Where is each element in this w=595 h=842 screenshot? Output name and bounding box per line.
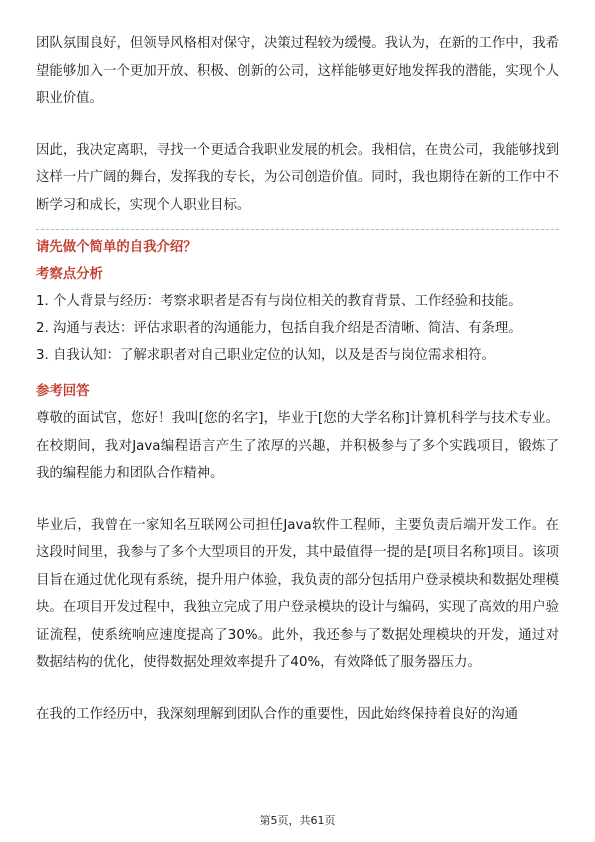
page-number-footer: 第5页，共61页 xyxy=(259,814,336,827)
body-paragraph: 因此，我决定离职，寻找一个更适合我职业发展的机会。我相信，在贵公司，我能够找到这样一片广阔的舞台，发挥我的专长，为公司创造价值。同时，我也期待在新的工作中不断学习和成长，实现个人职业目标。 xyxy=(36,142,559,213)
answer-paragraph: 尊敬的面试官，您好！我叫[您的名字]，毕业于[您的大学名称]计算机科学与技术专业。在校期间，我对Java编程语言产生了浓厚的兴趣，并积极参与了多个实践项目，锻炼了我的编程能力和团队合作精神。 xyxy=(36,411,559,481)
question-heading: 请先做个简单的自我介绍？ xyxy=(36,240,197,255)
answer-heading: 参考回答 xyxy=(36,384,90,399)
answer-paragraph: 毕业后，我曾在一家知名互联网公司担任Java软件工程师，主要负责后端开发工作。在这段时间里，我参与了多个大型项目的开发，其中最值得一提的是[项目名称]项目。该项目旨在通过优化现有系统，提升用户体验，我负责的部分包括用户登录模块和数据处理模块。在项目开发过程中，我独立完成了用户登录模块的设计与编码，实现了高效的用户验证流程，使系统响应速度提高了30%。此外，我还参与了数据处理模块的开发，通过对数据结构的优化，使得数据处理效率提升了40%，有效降低了服务器压力。 xyxy=(36,517,559,670)
answer-paragraph: 在我的工作经历中，我深刻理解到团队合作的重要性，因此始终保持着良好的沟通 xyxy=(36,706,519,722)
analysis-item: 1. 个人背景与经历：考察求职者是否有与岗位相关的教育背景、工作经验和技能。 xyxy=(36,294,522,309)
section-divider xyxy=(36,229,559,230)
analysis-item: 3. 自我认知：了解求职者对自己职业定位的认知，以及是否与岗位需求相符。 xyxy=(36,348,495,363)
body-paragraph: 团队氛围良好，但领导风格相对保守，决策过程较为缓慢。我认为，在新的工作中，我希望能够加入一个更加开放、积极、创新的公司，这样能够更好地发挥我的潜能，实现个人职业价值。 xyxy=(36,36,559,106)
document-page xyxy=(36,30,559,728)
analysis-item: 2. 沟通与表达：评估求职者的沟通能力，包括自我介绍是否清晰、简洁、有条理。 xyxy=(36,321,522,336)
analysis-heading: 考察点分析 xyxy=(36,267,103,282)
